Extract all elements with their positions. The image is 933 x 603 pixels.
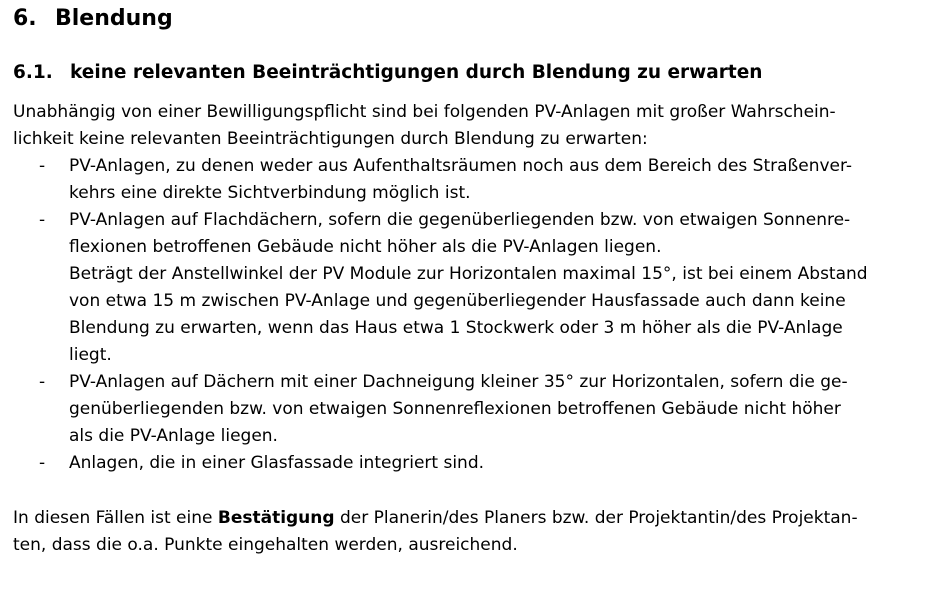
text-line: kehrs eine direkte Sichtverbindung möglich ist.	[69, 183, 471, 203]
intro-paragraph	[13, 99, 918, 153]
text-line: als die PV-Anlage liegen.	[69, 426, 278, 446]
subsection-heading	[13, 62, 762, 83]
list-item	[13, 153, 918, 207]
text-segment: In diesen Fällen ist eine	[13, 508, 218, 528]
text-line: genüberliegenden bzw. von etwaigen Sonnenreflexionen betroffenen Gebäude nicht höher	[69, 399, 841, 419]
text-line: ten, dass die o.a. Punkte eingehalten werden, ausreichend.	[13, 535, 518, 555]
emphasis-text: Bestätigung	[217, 508, 335, 528]
text-line: Unabhängig von einer Bewilligungspflicht sind bei folgenden PV-Anlagen mit großer Wahrschein-	[13, 102, 836, 122]
body-text	[13, 99, 918, 559]
subsection-number: 6.1.	[13, 62, 53, 83]
list-dash: -	[39, 372, 46, 392]
text-line: PV-Anlagen, zu denen weder aus Aufenthaltsräumen noch aus dem Bereich des Straßenver-	[69, 156, 853, 176]
paragraph-spacer	[13, 477, 918, 505]
section-title: Blendung	[55, 6, 173, 31]
list-item	[13, 450, 918, 477]
text-line: PV-Anlagen auf Dächern mit einer Dachneigung kleiner 35° zur Horizontalen, sofern die ge-	[69, 372, 848, 392]
list-dash: -	[39, 453, 46, 473]
text-line: liegt.	[69, 345, 112, 365]
list-dash: -	[39, 210, 46, 230]
list-item	[13, 369, 918, 450]
text-line: Anlagen, die in einer Glasfassade integriert sind.	[69, 453, 485, 473]
bullet-list	[13, 153, 918, 477]
conclusion-paragraph	[13, 505, 918, 559]
subsection-title: keine relevanten Beeinträchtigungen durch Blendung zu erwarten	[70, 62, 763, 83]
text-line: flexionen betroffenen Gebäude nicht höher als die PV-Anlagen liegen.	[69, 237, 662, 257]
section-heading	[13, 6, 173, 31]
text-line: Beträgt der Anstellwinkel der PV Module zur Horizontalen maximal 15°, ist bei einem Abstand	[69, 264, 868, 284]
text-segment: der Planerin/des Planers bzw. der Projektantin/des Projektan-	[334, 508, 858, 528]
text-line: von etwa 15 m zwischen PV-Anlage und gegenüberliegender Hausfassade auch dann keine	[69, 291, 846, 311]
section-number: 6.	[13, 6, 37, 31]
list-dash: -	[39, 156, 46, 176]
text-line: lichkeit keine relevanten Beeinträchtigungen durch Blendung zu erwarten:	[13, 129, 648, 149]
text-line: PV-Anlagen auf Flachdächern, sofern die gegenüberliegenden bzw. von etwaigen Sonnenre-	[69, 210, 851, 230]
text-line: Blendung zu erwarten, wenn das Haus etwa 1 Stockwerk oder 3 m höher als die PV-Anlage	[69, 318, 843, 338]
list-item	[13, 207, 918, 369]
